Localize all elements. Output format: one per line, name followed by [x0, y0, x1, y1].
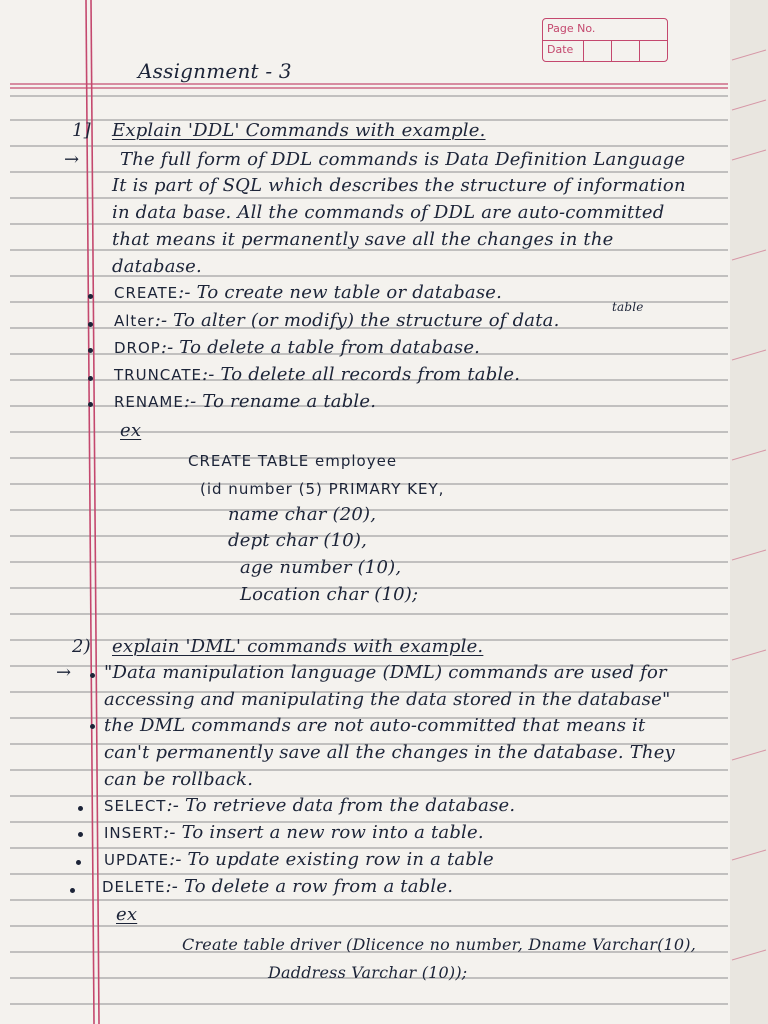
q1-code-line-6: Location char (10); [240, 584, 419, 605]
q1-arrow: → [64, 149, 80, 170]
ddl-command-rename: RENAME:- To rename a table. [114, 391, 377, 412]
ddl-command-create: CREATE:- To create new table or database. [114, 282, 503, 303]
dml-command-insert: INSERT:- To insert a new row into a table. [104, 822, 484, 843]
q1-answer-line-1: The full form of DDL commands is Data Definition Language [120, 149, 686, 170]
q2-arrow: → [56, 662, 72, 683]
date-label: Date [547, 43, 574, 56]
assignment-title: Assignment - 3 [138, 59, 292, 83]
q1-code-line-1: CREATE TABLE employee [188, 452, 398, 470]
q1-answer-line-5: database. [112, 256, 202, 277]
ddl-command-truncate: TRUNCATE:- To delete all records from table. [114, 364, 521, 385]
q2-question: explain 'DML' commands with example. [112, 636, 484, 657]
ddl-command-alter: Alter:- To alter (or modify) the structure of data. [114, 310, 560, 331]
q2-code-line-1: Create table driver (Dlicence no number, Dname Varchar(10), [182, 935, 697, 954]
dml-command-update: UPDATE:- To update existing row in a table [104, 849, 494, 870]
q1-answer-line-3: in data base. All the commands of DDL are auto-committed [112, 202, 665, 223]
q1-code-line-2: (id number (5) PRIMARY KEY, [200, 480, 445, 498]
q2-answer-line-1: "Data manipulation language (DML) commands are used for [104, 662, 667, 683]
q1-code-line-5: age number (10), [240, 557, 402, 578]
bullet-icon [88, 294, 93, 299]
q1-code-line-3: name char (20), [228, 504, 377, 525]
bullet-icon [90, 724, 95, 729]
ddl-command-drop: DROP:- To delete a table from database. [114, 337, 481, 358]
q1-number: 1] [72, 120, 91, 141]
q1-code-line-4: dept char (10), [228, 530, 368, 551]
q1-answer-line-2: It is part of SQL which describes the structure of information [112, 175, 686, 196]
dml-command-select: SELECT:- To retrieve data from the database. [104, 795, 516, 816]
bullet-icon [78, 806, 83, 811]
q2-answer-line-4: can't permanently save all the changes in the database. They [104, 742, 675, 763]
bullet-icon [90, 673, 95, 678]
bullet-icon [88, 376, 93, 381]
q2-example-label: ex [116, 904, 138, 925]
bullet-icon [88, 322, 93, 327]
page-no-label: Page No. [547, 22, 596, 35]
q1-answer-line-4: that means it permanently save all the changes in the [112, 229, 614, 250]
page-number-date-box [542, 18, 668, 62]
bullet-icon [76, 860, 81, 865]
q2-number: 2) [72, 636, 91, 657]
q2-answer-line-5: can be rollback. [104, 769, 254, 790]
bullet-icon [88, 402, 93, 407]
q2-answer-line-3: the DML commands are not auto-committed that means it [104, 715, 646, 736]
dml-command-delete: DELETE:- To delete a row from a table. [102, 876, 454, 897]
q2-code-line-2: Daddress Varchar (10)); [268, 963, 468, 982]
q2-answer-line-2: accessing and manipulating the data stored in the database" [104, 689, 671, 710]
correction-above-data: table [612, 300, 644, 314]
bullet-icon [88, 348, 93, 353]
q1-example-label: ex [120, 420, 142, 441]
q1-question: Explain 'DDL' Commands with example. [112, 120, 486, 141]
bullet-icon [78, 832, 83, 837]
bullet-icon [70, 888, 75, 893]
